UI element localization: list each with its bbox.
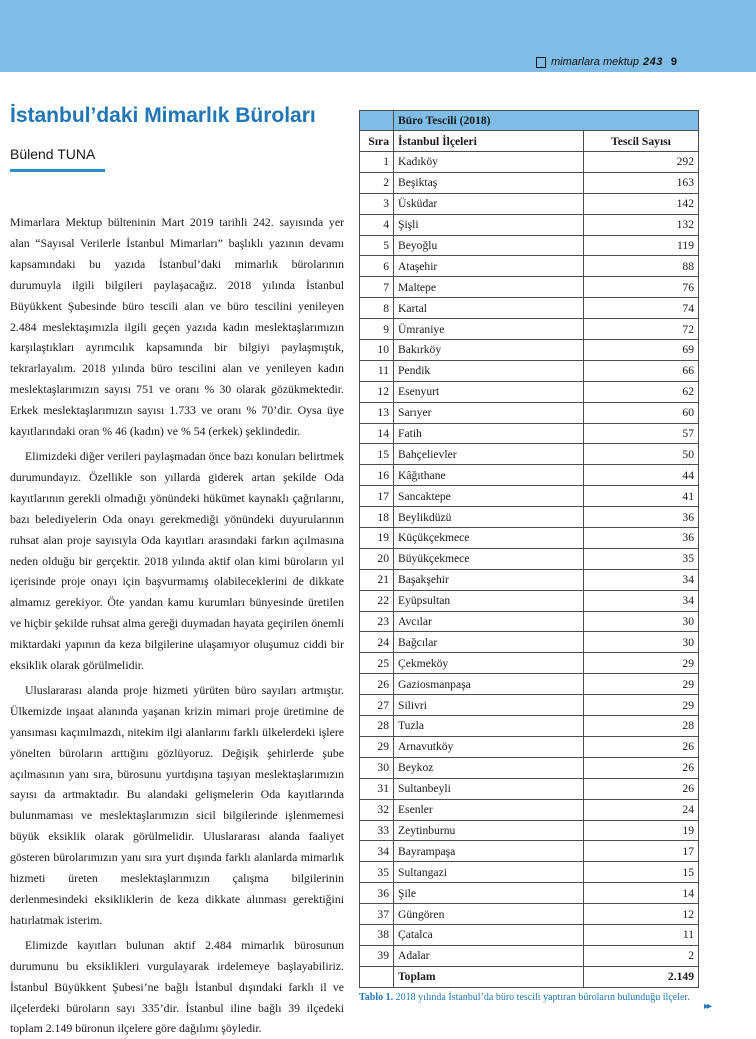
row-rank: 7 <box>360 277 394 298</box>
row-district: Başakşehir <box>394 569 584 590</box>
table-row <box>360 402 699 423</box>
table-row <box>360 653 699 674</box>
row-count: 36 <box>584 528 699 549</box>
row-district: Ataşehir <box>394 256 584 277</box>
row-count: 30 <box>584 611 699 632</box>
row-count: 88 <box>584 256 699 277</box>
table-caption <box>359 991 699 1005</box>
table-row <box>360 611 699 632</box>
row-count: 35 <box>584 548 699 569</box>
row-count: 50 <box>584 444 699 465</box>
row-count: 44 <box>584 465 699 486</box>
table-row <box>360 590 699 611</box>
row-district: Kartal <box>394 298 584 319</box>
row-count: 12 <box>584 904 699 925</box>
row-count: 11 <box>584 924 699 945</box>
row-count: 36 <box>584 507 699 528</box>
table-header-row <box>360 131 699 152</box>
row-rank: 29 <box>360 736 394 757</box>
article-paragraph: Uluslararası alanda proje hizmeti yürüten büro sayıları artmıştır. Ülkemizde inşaat alanında yaşanan krizin mimari proje üretimine de yansıması kaçınılmazdı, nitekim ilgi alanlarını farklı ülkelerdeki işlere yönelten büroların arttığını gözlüyoruz. Değişik şehirlerde şube açılmasının yanı sıra, bürosunu yurtdışına taşıyan meslektaşlarımızın sayısı da artmaktadır. Bu alandaki gelişmelerin Oda kayıtlarında bulunmaması ve meslektaşlarımızın sicil bilgilerinde işlenmemesi büyük eksiklik olarak görülmelidir. Uluslararası alanda faaliyet gösteren bürolarımızın yanı sıra yurt dışında farklı alanlarda mimarlık hizmeti üreten meslektaşlarımızın çalışma bilgilerinin derlenmesindeki eksikliklerin de keza dikkate alınması gerektiğini hatırlatmak isterim. <box>10 682 344 927</box>
row-count: 17 <box>584 841 699 862</box>
row-count: 66 <box>584 360 699 381</box>
table-row <box>360 256 699 277</box>
row-rank: 23 <box>360 611 394 632</box>
table-row <box>360 423 699 444</box>
row-district: Şile <box>394 883 584 904</box>
row-count: 163 <box>584 172 699 193</box>
row-district: Avcılar <box>394 611 584 632</box>
row-count: 34 <box>584 590 699 611</box>
table-row <box>360 924 699 945</box>
row-rank: 28 <box>360 716 394 737</box>
row-rank: 36 <box>360 883 394 904</box>
table-row <box>360 820 699 841</box>
row-count: 72 <box>584 319 699 340</box>
table-row <box>360 152 699 173</box>
col-district-header: İstanbul İlçeleri <box>394 131 584 152</box>
row-rank: 17 <box>360 486 394 507</box>
row-district: Zeytinburnu <box>394 820 584 841</box>
table-row <box>360 778 699 799</box>
caption-label: Tablo 1. <box>359 992 394 1003</box>
table-group-header: Büro Tescili (2018) <box>394 111 699 131</box>
row-district: Kâğıthane <box>394 465 584 486</box>
article-paragraph: Elimizdeki diğer verileri paylaşmadan önce bazı konuları belirtmek durumundayız. Özellikle son yıllarda giderek artan şekilde Oda kayıtlarının gerekli olmadığı yönündeki hükümet kaynaklı çağrılarını, bazı belediyelerin Oda onayı gerekmediği yönündeki duyurularının ruhsat alan proje sayısıyla Oda kayıtları arasındaki farkın açılmasına neden olduğu bir gerçektir. 2018 yılında aktif olan kimi büroların yıl içerisinde proje onayı için başvurmamış olabileceklerini de dikkate almamız gerekiyor. Öte yandan kamu kurumları bünyesinde üretilen ve hiçbir şekilde ruhsat alma gereği duymadan hayata geçirilen önemli miktardaki yapının da keza bilgilerine ulaşamıyor oluşumuz ciddi bir eksiklik olarak görülmelidir. <box>10 448 344 673</box>
table-row <box>360 298 699 319</box>
table-row <box>360 883 699 904</box>
row-count: 29 <box>584 674 699 695</box>
row-district: Tuzla <box>394 716 584 737</box>
row-rank: 30 <box>360 757 394 778</box>
table-row <box>360 904 699 925</box>
total-label: Toplam <box>394 966 584 987</box>
table-row <box>360 716 699 737</box>
table-row <box>360 444 699 465</box>
row-count: 57 <box>584 423 699 444</box>
row-rank: 25 <box>360 653 394 674</box>
row-rank: 32 <box>360 799 394 820</box>
table-row <box>360 193 699 214</box>
table-total-row <box>360 966 699 987</box>
row-rank: 6 <box>360 256 394 277</box>
row-count: 76 <box>584 277 699 298</box>
row-rank: 35 <box>360 862 394 883</box>
article-paragraph: Elimizde kayıtları bulunan aktif 2.484 mimarlık bürosunun durumunu bu eksiklikleri vurgulayarak irdelemeye başlayabiliriz. İstanbul Büyükkent Şubesi’ne bağlı İstanbul dışındaki farklı il ve ilçelerdeki büroların sayı 335’dir. İstanbul iline bağlı 39 ilçedeki toplam 2.149 büronun ilçelere göre dağılımı şöyledir. <box>10 937 344 1036</box>
caption-text: 2018 yılında İstanbul’da büro tescili yaptıran büroların bulunduğu ilçeler. <box>395 992 690 1003</box>
table-row <box>360 757 699 778</box>
row-district: Sultanbeyli <box>394 778 584 799</box>
row-district: Silivri <box>394 695 584 716</box>
article-body <box>10 212 344 1039</box>
table-row <box>360 841 699 862</box>
row-district: Adalar <box>394 945 584 966</box>
row-rank: 12 <box>360 381 394 402</box>
table-row <box>360 862 699 883</box>
row-count: 26 <box>584 757 699 778</box>
article-author: Bülend TUNA <box>10 146 96 162</box>
bracket-icon <box>536 57 546 68</box>
row-district: Sultangazi <box>394 862 584 883</box>
row-district: Eyüpsultan <box>394 590 584 611</box>
row-rank: 9 <box>360 319 394 340</box>
row-district: Beykoz <box>394 757 584 778</box>
total-value: 2.149 <box>584 966 699 987</box>
row-district: Beşiktaş <box>394 172 584 193</box>
row-count: 69 <box>584 340 699 361</box>
row-rank: 5 <box>360 235 394 256</box>
row-count: 132 <box>584 214 699 235</box>
table-row <box>360 674 699 695</box>
table-row <box>360 340 699 361</box>
row-district: Esenyurt <box>394 381 584 402</box>
row-rank: 2 <box>360 172 394 193</box>
row-count: 41 <box>584 486 699 507</box>
row-count: 15 <box>584 862 699 883</box>
table-body <box>360 152 699 967</box>
row-district: Bakırköy <box>394 340 584 361</box>
row-rank: 39 <box>360 945 394 966</box>
table-group-header-row <box>360 111 699 131</box>
table-row <box>360 486 699 507</box>
row-count: 60 <box>584 402 699 423</box>
row-district: Üsküdar <box>394 193 584 214</box>
row-district: Sarıyer <box>394 402 584 423</box>
row-count: 26 <box>584 778 699 799</box>
row-district: Şişli <box>394 214 584 235</box>
row-rank: 34 <box>360 841 394 862</box>
row-district: Çatalca <box>394 924 584 945</box>
row-district: Arnavutköy <box>394 736 584 757</box>
row-district: Bayrampaşa <box>394 841 584 862</box>
row-count: 142 <box>584 193 699 214</box>
table-row <box>360 172 699 193</box>
row-district: Ümraniye <box>394 319 584 340</box>
article-title: İstanbul’daki Mimarlık Büroları <box>10 104 316 127</box>
row-district: Fatih <box>394 423 584 444</box>
table-row <box>360 214 699 235</box>
row-rank: 11 <box>360 360 394 381</box>
row-rank: 18 <box>360 507 394 528</box>
row-district: Kadıköy <box>394 152 584 173</box>
next-page-arrow-icon: ▸▸ <box>704 1001 711 1012</box>
row-rank: 24 <box>360 632 394 653</box>
row-district: Güngören <box>394 904 584 925</box>
table-row <box>360 319 699 340</box>
row-rank: 14 <box>360 423 394 444</box>
row-count: 30 <box>584 632 699 653</box>
office-registration-table <box>359 110 699 988</box>
total-spacer <box>360 966 394 987</box>
row-district: Bahçelievler <box>394 444 584 465</box>
row-count: 26 <box>584 736 699 757</box>
row-count: 292 <box>584 152 699 173</box>
row-rank: 19 <box>360 528 394 549</box>
issue-number: 243 <box>643 56 663 68</box>
running-header <box>536 56 677 68</box>
row-count: 34 <box>584 569 699 590</box>
row-district: Maltepe <box>394 277 584 298</box>
table-row <box>360 945 699 966</box>
row-count: 29 <box>584 653 699 674</box>
table-row <box>360 360 699 381</box>
article-paragraph: Mimarlara Mektup bülteninin Mart 2019 tarihli 242. sayısında yer alan “Sayısal Verilerle İstanbul Mimarları” başlıklı yazının devamı kapsamındaki bu yazıda İstanbul’daki mimarlık bürolarının durumuyla ilgili bilgileri paylaşacağız. 2018 yılında İstanbul Büyükkent Şubesinde büro tescili alan ve büro tescilini yenileyen 2.484 meslektaşımızla ilgili geçen yazıda kadın meslektaşlarımızın karşılaştıkları ayrımcılık kapsamında bir bilgiyi paylaşmıştık, tekrarlayalım. 2018 yılında büro tescilini alan ve yenileyen kadın meslektaşlarımızın sayısı 751 ve oranı % 30 olarak gözükmektedir. Erkek meslektaşlarımızın sayısı 1.733 ve oranı % 70’dir. Oysa üye kayıtlarındaki oran % 46 (kadın) ve % 54 (erkek) şeklindedir. <box>10 215 344 439</box>
table-row <box>360 235 699 256</box>
row-district: Büyükçekmece <box>394 548 584 569</box>
row-rank: 20 <box>360 548 394 569</box>
row-rank: 31 <box>360 778 394 799</box>
row-rank: 27 <box>360 695 394 716</box>
row-count: 74 <box>584 298 699 319</box>
row-district: Sancaktepe <box>394 486 584 507</box>
row-rank: 1 <box>360 152 394 173</box>
row-rank: 16 <box>360 465 394 486</box>
table-row <box>360 277 699 298</box>
row-count: 28 <box>584 716 699 737</box>
table-row <box>360 695 699 716</box>
table-row <box>360 569 699 590</box>
table-row <box>360 548 699 569</box>
row-count: 19 <box>584 820 699 841</box>
table-row <box>360 736 699 757</box>
row-count: 29 <box>584 695 699 716</box>
row-rank: 4 <box>360 214 394 235</box>
magazine-name: mimarlara mektup <box>551 56 640 68</box>
row-district: Çekmeköy <box>394 653 584 674</box>
row-rank: 26 <box>360 674 394 695</box>
row-count: 24 <box>584 799 699 820</box>
col-count-header: Tescil Sayısı <box>584 131 699 152</box>
row-count: 62 <box>584 381 699 402</box>
row-rank: 37 <box>360 904 394 925</box>
row-district: Küçükçekmece <box>394 528 584 549</box>
row-rank: 3 <box>360 193 394 214</box>
row-district: Esenler <box>394 799 584 820</box>
col-rank-header: Sıra <box>360 131 394 152</box>
row-district: Bağcılar <box>394 632 584 653</box>
row-district: Gaziosmanpaşa <box>394 674 584 695</box>
row-count: 119 <box>584 235 699 256</box>
row-rank: 13 <box>360 402 394 423</box>
page-number: 9 <box>670 56 678 68</box>
row-rank: 10 <box>360 340 394 361</box>
row-rank: 33 <box>360 820 394 841</box>
table-row <box>360 528 699 549</box>
table-row <box>360 507 699 528</box>
row-rank: 15 <box>360 444 394 465</box>
row-district: Beylikdüzü <box>394 507 584 528</box>
row-rank: 38 <box>360 924 394 945</box>
header-spacer <box>360 111 394 131</box>
row-rank: 22 <box>360 590 394 611</box>
row-count: 2 <box>584 945 699 966</box>
row-district: Beyoğlu <box>394 235 584 256</box>
table-row <box>360 632 699 653</box>
row-rank: 21 <box>360 569 394 590</box>
title-underline <box>10 169 105 172</box>
row-rank: 8 <box>360 298 394 319</box>
table-row <box>360 465 699 486</box>
table-row <box>360 381 699 402</box>
row-district: Pendik <box>394 360 584 381</box>
row-count: 14 <box>584 883 699 904</box>
table-row <box>360 799 699 820</box>
